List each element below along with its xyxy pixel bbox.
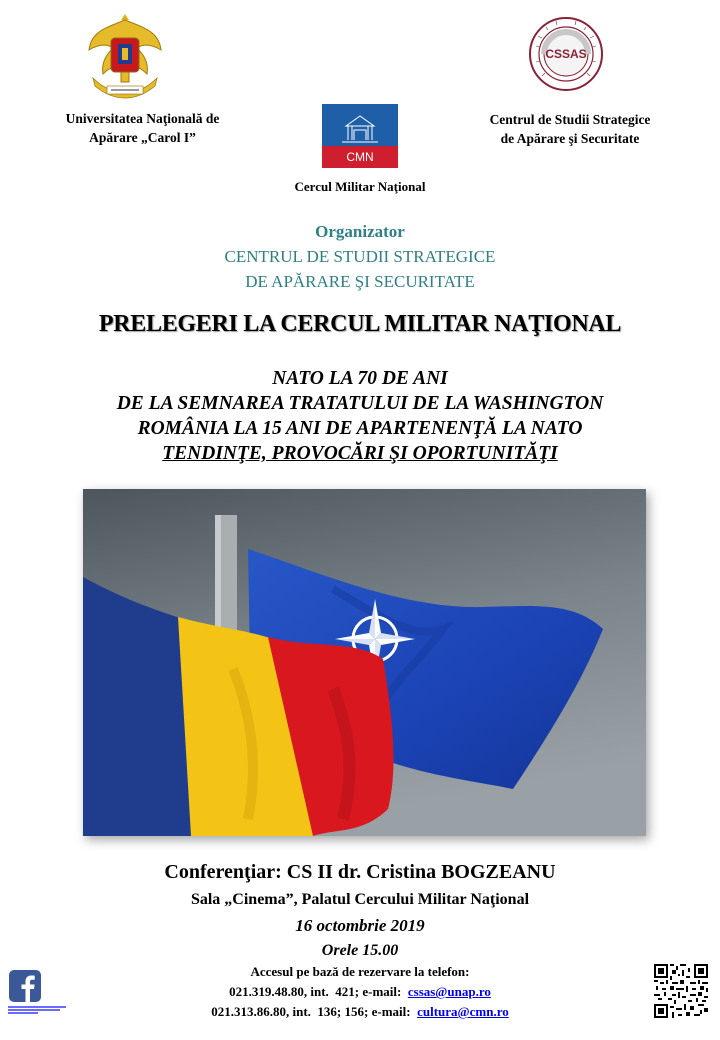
topic-line4: TENDINŢE, PROVOCĂRI ŞI OPORTUNITĂŢI: [162, 443, 558, 464]
unap-coat-of-arms-logo: [85, 10, 165, 105]
topic-block: [0, 366, 720, 466]
contact-phone-cssas: 021.319.48.80, int. 421; e-mail:: [229, 984, 408, 999]
event-time: Orele 15.00: [321, 942, 399, 959]
facebook-link-scribble: [8, 1009, 60, 1011]
contact-line-cssas: [100, 982, 620, 1002]
access-intro: Accesul pe bază de rezervare la telefon:: [250, 964, 470, 979]
email-link-cmn[interactable]: cultura@cmn.ro: [417, 1004, 509, 1019]
event-date: 16 octombrie 2019: [295, 916, 425, 935]
topic-line1: NATO LA 70 DE ANI: [272, 368, 448, 389]
contact-line-cmn: [100, 1002, 620, 1022]
unap-caption: [35, 109, 250, 147]
speaker: Conferenţiar: CS II dr. Cristina BOGZEANU: [164, 861, 556, 883]
main-title: PRELEGERI LA CERCUL MILITAR NAŢIONAL: [98, 311, 622, 337]
unap-caption-line1: Universitatea Naţională de: [65, 111, 220, 126]
qr-code-icon[interactable]: [654, 964, 708, 1018]
facebook-icon[interactable]: [9, 970, 41, 1002]
venue: Sala „Cinema”, Palatul Cercului Militar Naţional: [190, 891, 530, 908]
facebook-link-scribble: [8, 1006, 66, 1008]
organizer-name-line1: CENTRUL DE STUDII STRATEGICE: [224, 247, 496, 266]
organizer-name-line2: DE APĂRARE ŞI SECURITATE: [245, 272, 475, 291]
cmn-caption: Cercul Militar Naţional: [294, 179, 426, 194]
contact-phone-cmn: 021.313.86.80, int. 136; 156; e-mail:: [211, 1004, 418, 1019]
facebook-link-scribble: [8, 1012, 38, 1014]
cmn-logo: [322, 104, 398, 168]
cssas-caption-line2: de Apărare şi Securitate: [500, 131, 640, 146]
organizer-block: [0, 219, 720, 294]
facebook-link-placeholder[interactable]: [8, 1005, 68, 1015]
topic-line3: ROMÂNIA LA 15 ANI DE APARTENENŢĂ LA NATO: [137, 418, 583, 439]
cssas-caption-line1: Centrul de Studii Strategice: [489, 112, 651, 127]
flags-photo: [83, 489, 646, 836]
cssas-seal-text: CSSAS: [545, 47, 587, 61]
organizer-label: Organizator: [315, 222, 405, 241]
cssas-seal-logo: [528, 16, 604, 92]
cssas-caption: [460, 110, 680, 148]
topic-line2: DE LA SEMNAREA TRATATULUI DE LA WASHINGTON: [116, 393, 604, 414]
cmn-badge-text: CMN: [346, 150, 374, 164]
email-link-cssas[interactable]: cssas@unap.ro: [407, 984, 491, 999]
access-info: [100, 962, 620, 1022]
unap-caption-line2: Apărare „Carol I”: [89, 130, 196, 145]
